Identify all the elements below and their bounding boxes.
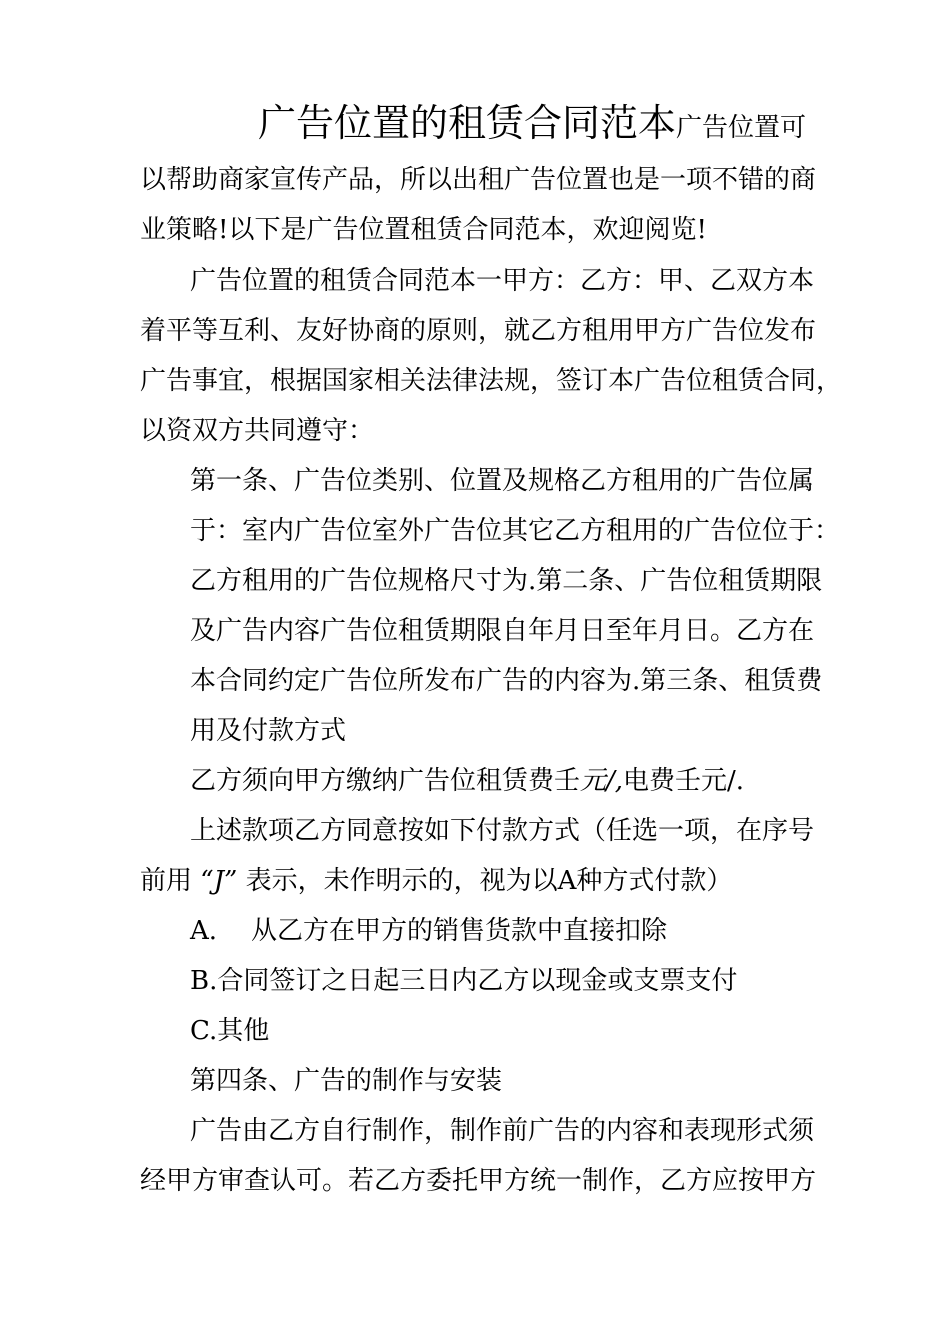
document-title: 广告位置的租赁合同范本 bbox=[258, 101, 677, 145]
payment-suffix: 表示，未作明示的，视为以A种方式付款） bbox=[245, 866, 733, 896]
article1-line-5: 本合同约定广告位所发布广告的内容为.第三条、租赁费 bbox=[190, 666, 823, 696]
fee-prefix: 乙方须向甲方缴纳广告位租赁费壬 bbox=[190, 766, 581, 796]
fee-line bbox=[190, 764, 744, 798]
article1-line-4: 及广告内容广告位租赁期限自年月日至年月日。乙方在 bbox=[190, 616, 815, 646]
option-a-line bbox=[190, 914, 667, 948]
payment-line-2 bbox=[140, 864, 732, 898]
article1-line-1: 第一条、广告位类别、位置及规格乙方租用的广告位属 bbox=[190, 466, 815, 496]
option-a-label: A. bbox=[190, 916, 218, 946]
article4-heading: 第四条、广告的制作与安装 bbox=[190, 1066, 503, 1096]
fee-italic: 元/, bbox=[580, 766, 624, 796]
payment-prefix: 前用 bbox=[140, 866, 193, 896]
title-tail-text: 广告位置可 bbox=[676, 113, 807, 143]
payment-mark: “J” bbox=[200, 866, 238, 896]
option-b-line: B.合同签订之日起三日内乙方以现金或支票支付 bbox=[190, 966, 738, 996]
option-c-line: C.其他 bbox=[190, 1016, 270, 1046]
intro-line-2: 业策略!以下是广告位置租赁合同范本，欢迎阅览! bbox=[140, 215, 707, 245]
para1-line-4: 以资双方共同遵守： bbox=[140, 416, 375, 446]
article1-line-3: 乙方租用的广告位规格尺寸为.第二条、广告位租赁期限 bbox=[190, 566, 823, 596]
para1-line-2: 着平等互利、友好协商的原则，就乙方租用甲方广告位发布 bbox=[140, 316, 817, 346]
payment-line-1: 上述款项乙方同意按如下付款方式（任选一项，在序号 bbox=[190, 816, 815, 846]
article4-line-1: 广告由乙方自行制作，制作前广告的内容和表现形式须 bbox=[190, 1116, 815, 1146]
article1-line-2: 于：室内广告位室外广告位其它乙方租用的广告位位于： bbox=[190, 516, 841, 546]
title-line bbox=[258, 100, 806, 151]
article4-line-2: 经甲方审查认可。若乙方委托甲方统一制作，乙方应按甲方 bbox=[140, 1166, 817, 1196]
option-a-text: 从乙方在甲方的销售货款中直接扣除 bbox=[251, 916, 668, 946]
para1-line-3: 广告事宜，根据国家相关法律法规，签订本广告位租赁合同， bbox=[140, 366, 843, 396]
article1-line-6: 用及付款方式 bbox=[190, 716, 347, 746]
fee-suffix: 电费壬元/. bbox=[623, 766, 745, 796]
para1-line-1: 广告位置的租赁合同范本一甲方：乙方：甲、乙双方本 bbox=[190, 266, 815, 296]
intro-line-1: 以帮助商家宣传产品，所以出租广告位置也是一项不错的商 bbox=[140, 165, 817, 195]
